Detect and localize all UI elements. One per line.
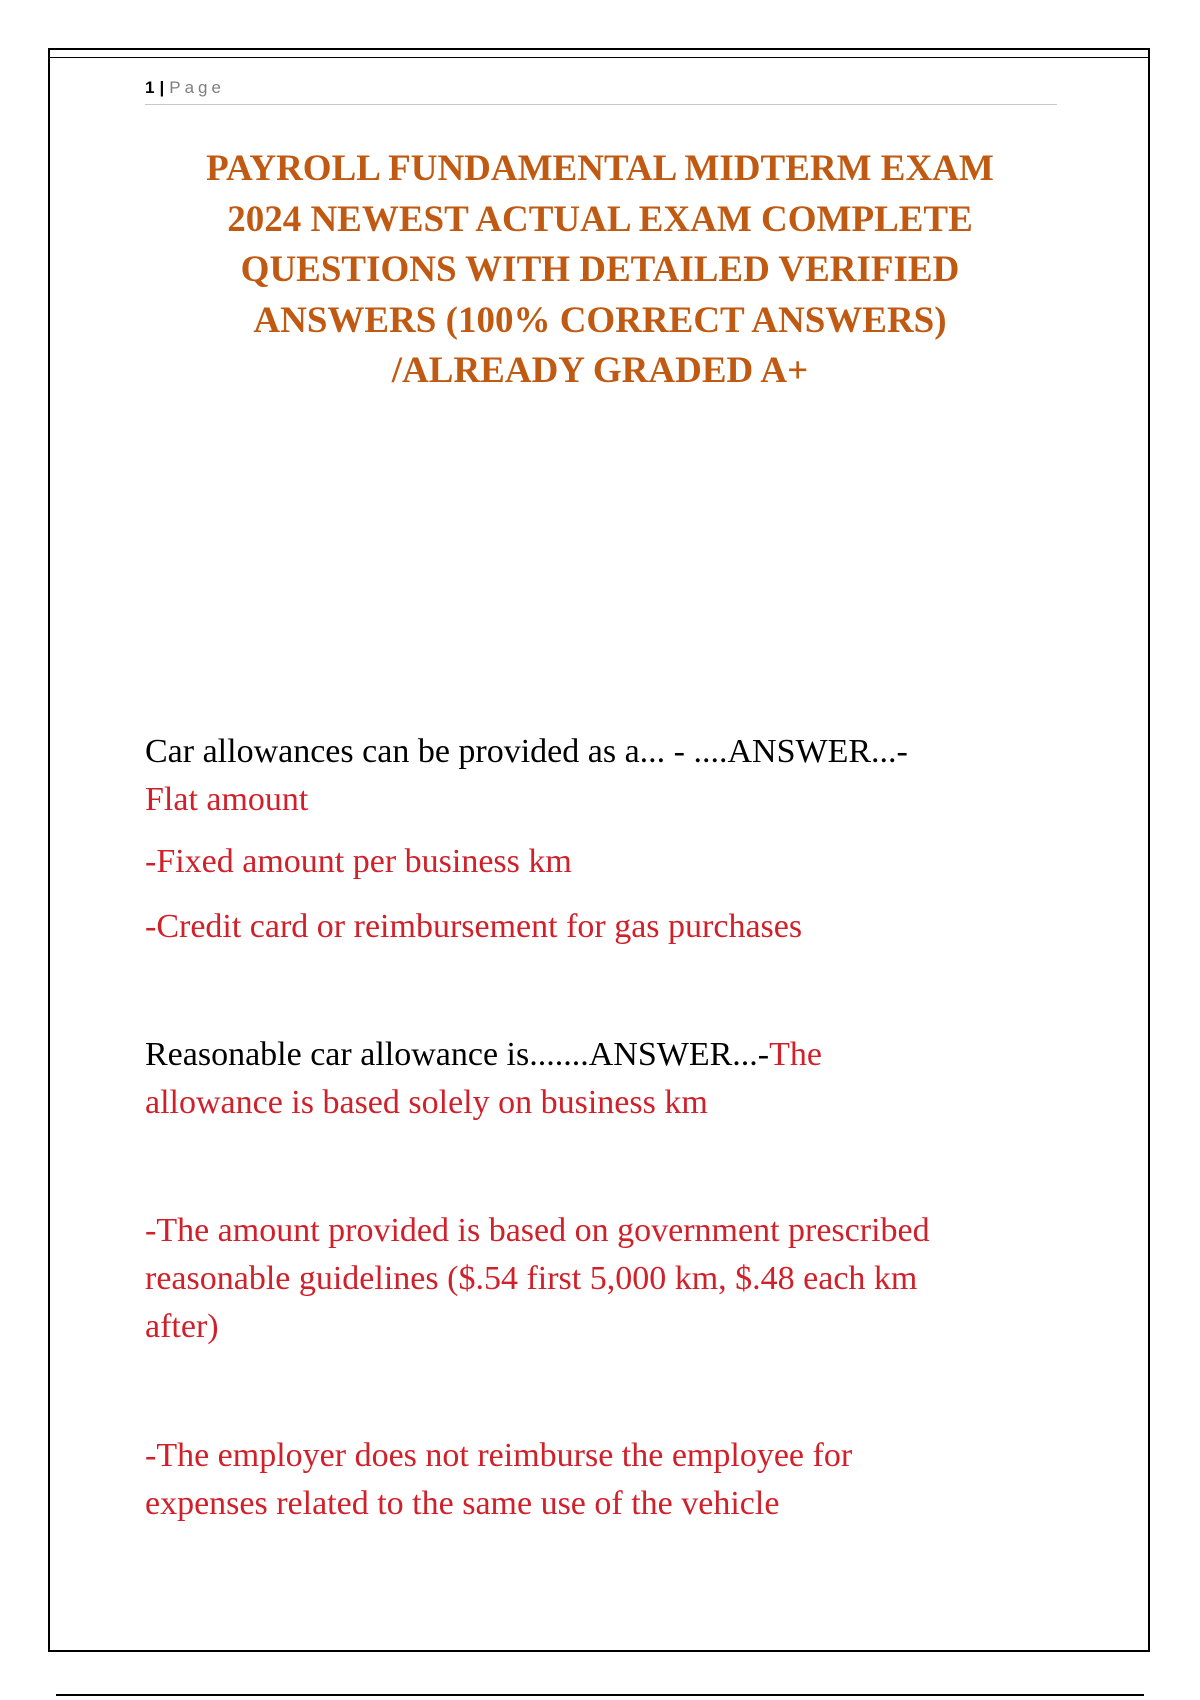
page-separator: | <box>159 78 165 97</box>
answer-line: expenses related to the same use of the vehicle <box>145 1485 780 1522</box>
answer-line: -The amount provided is based on government prescribed <box>145 1212 930 1249</box>
question-block-2 <box>145 1031 1065 1127</box>
title-line: QUESTIONS WITH DETAILED VERIFIED <box>240 249 960 290</box>
answer-block <box>145 1207 1065 1351</box>
document-title <box>130 144 1070 397</box>
answer-inline: The <box>769 1036 822 1073</box>
page-number: 1 <box>145 78 155 97</box>
question-text: Reasonable car allowance is.......ANSWER...- <box>145 1036 770 1073</box>
answer-line: -The employer does not reimburse the employee for <box>145 1437 853 1474</box>
answer-line: Flat amount <box>145 781 309 818</box>
answer-block <box>145 838 1065 886</box>
answer-block <box>145 903 1065 951</box>
page-label: Page <box>169 78 225 97</box>
answer-line: -Credit card or reimbursement for gas purchases <box>145 908 803 945</box>
page-border-double-line <box>48 57 1150 58</box>
title-line: 2024 NEWEST ACTUAL EXAM COMPLETE <box>227 198 973 240</box>
answer-line: after) <box>145 1308 219 1345</box>
question-text: Car allowances can be provided as a... - ....ANSWER...- <box>145 733 908 770</box>
title-line: PAYROLL FUNDAMENTAL MIDTERM EXAM <box>206 148 994 189</box>
title-line: /ALREADY GRADED A+ <box>391 350 809 391</box>
answer-line: reasonable guidelines ($.54 first 5,000 km, $.48 each km <box>145 1260 918 1297</box>
title-line: ANSWERS (100% CORRECT ANSWERS) <box>253 299 947 341</box>
next-page-top-rule <box>56 1694 1144 1696</box>
answer-line: -Fixed amount per business km <box>145 843 572 880</box>
answer-block <box>145 1432 1065 1528</box>
answer-line: allowance is based solely on business km <box>145 1084 708 1121</box>
question-block-1 <box>145 728 1065 824</box>
page-header <box>145 72 1057 105</box>
